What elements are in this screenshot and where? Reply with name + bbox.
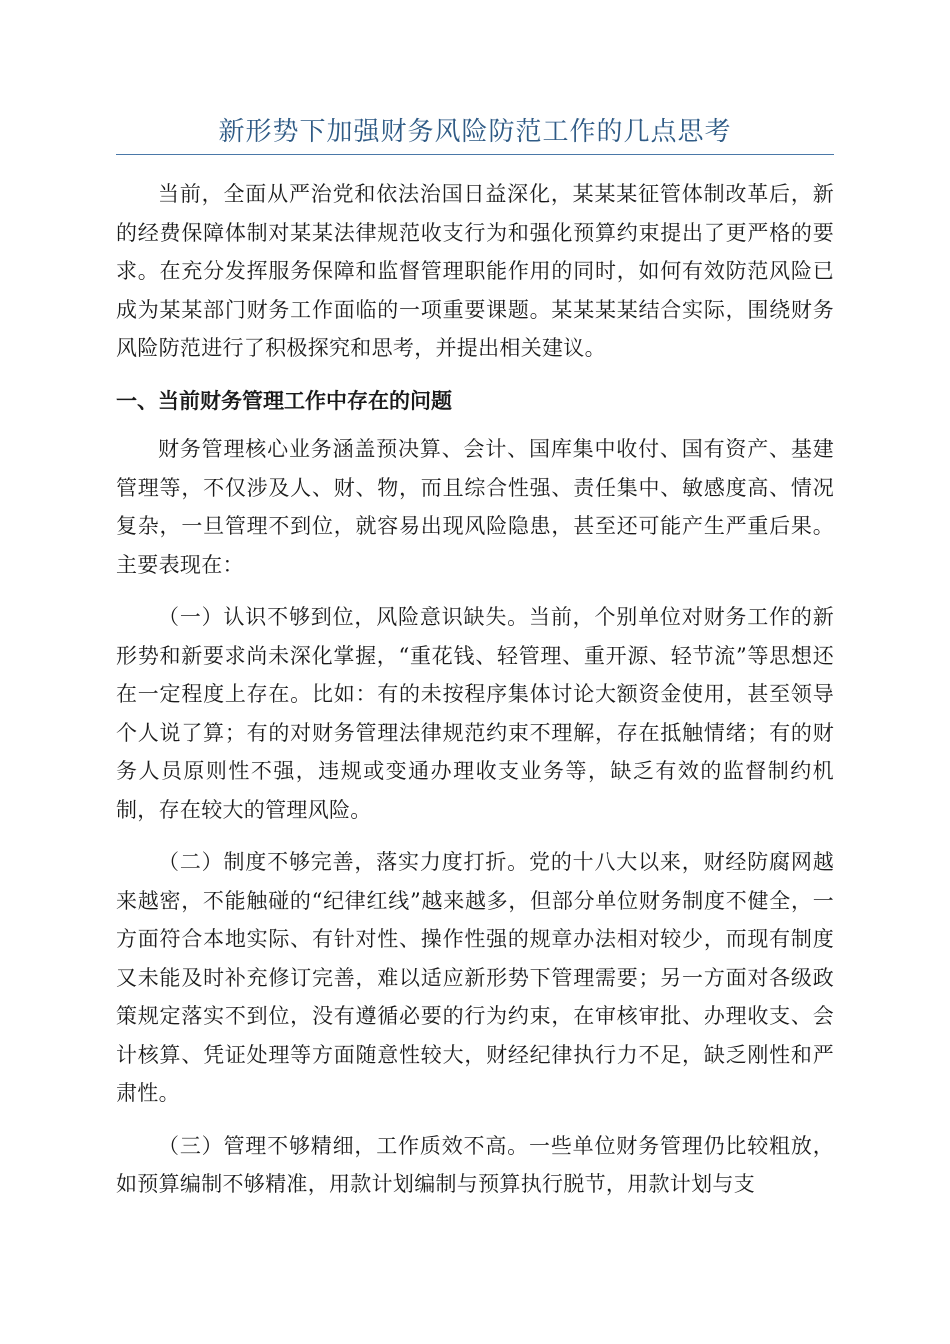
intro-paragraph: 当前，全面从严治党和依法治国日益深化，某某某征管体制改革后，新的经费保障体制对某某法律规范收支行为和强化预算约束提出了更严格的要求。在充分发挥服务保障和监督管理职能作用的同时，如何有效防范风险已成为某某部门财务工作面临的一项重要课题。某某某某结合实际，围绕财务风险防范进行了积极探究和思考，并提出相关建议。 bbox=[116, 182, 834, 360]
section-heading: 一、当前财务管理工作中存在的问题 bbox=[116, 388, 452, 413]
title-underline bbox=[116, 154, 834, 155]
document-body bbox=[116, 175, 834, 1204]
point-paragraph-2: （二）制度不够完善，落实力度打折。党的十八大以来，财经防腐网越来越密，不能触碰的“纪律红线”越来越多，但部分单位财务制度不健全，一方面符合本地实际、有针对性、操作性强的规章办法相对较少，而现有制度又未能及时补充修订完善，难以适应新形势下管理需要；另一方面对各级政策规定落实不到位，没有遵循必要的行为约束，在审核审批、办理收支、会计核算、凭证处理等方面随意性较大，财经纪律执行力不足，缺乏刚性和严肃性。 bbox=[116, 850, 834, 1105]
point-paragraph-3: （三）管理不够精细，工作质效不高。一些单位财务管理仍比较粗放，如预算编制不够精准，用款计划编制与预算执行脱节，用款计划与支 bbox=[116, 1133, 834, 1196]
document-title: 新形势下加强财务风险防范工作的几点思考 bbox=[218, 117, 732, 147]
section-overview-paragraph: 财务管理核心业务涵盖预决算、会计、国库集中收付、国有资产、基建管理等，不仅涉及人、财、物，而且综合性强、责任集中、敏感度高、情况复杂，一旦管理不到位，就容易出现风险隐患，甚至还可能产生严重后果。主要表现在： bbox=[116, 437, 834, 577]
point-paragraph-1: （一）认识不够到位，风险意识缺失。当前，个别单位对财务工作的新形势和新要求尚未深化掌握，“重花钱、轻管理、重开源、轻节流”等思想还在一定程度上存在。比如：有的未按程序集体讨论大额资金使用，甚至领导个人说了算；有的对财务管理法律规范约束不理解，存在抵触情绪；有的财务人员原则性不强，违规或变通办理收支业务等，缺乏有效的监督制约机制，存在较大的管理风险。 bbox=[116, 605, 834, 822]
